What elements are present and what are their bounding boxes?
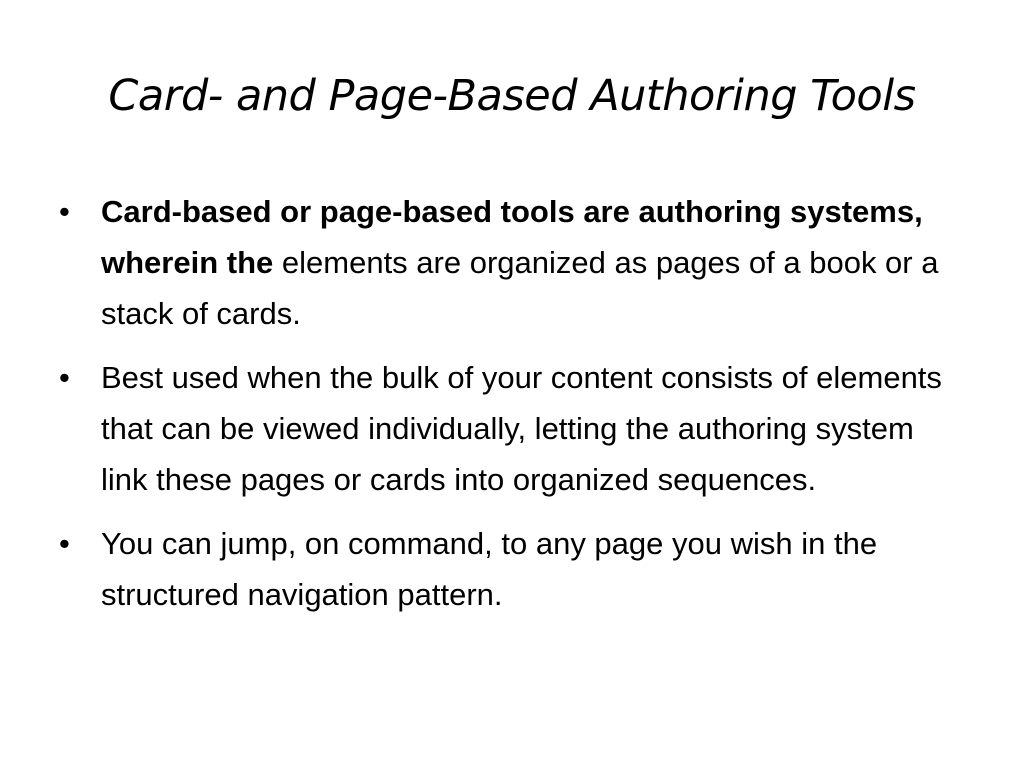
bullet-1-text: elements are organized as pages of a book or a stack of cards. xyxy=(101,245,939,331)
bullet-icon: • xyxy=(59,360,70,395)
bullet-item-2 xyxy=(57,352,962,505)
bullet-item-1 xyxy=(57,186,962,339)
bullet-2-text: Best used when the bulk of your content consists of elements that can be viewed individually, letting the authoring system link these pages or cards into organized sequences. xyxy=(101,360,942,497)
bullet-list xyxy=(57,186,962,633)
bullet-icon: • xyxy=(59,526,70,561)
bullet-item-3 xyxy=(57,518,962,620)
bullet-1-bold-text: Card-based or page-based tools are authoring systems, wherein the xyxy=(101,194,923,280)
bullet-3-text: You can jump, on command, to any page you wish in the structured navigation pattern. xyxy=(101,526,878,612)
slide-title: Card- and Page-Based Authoring Tools xyxy=(108,71,916,121)
bullet-icon: • xyxy=(59,194,70,229)
